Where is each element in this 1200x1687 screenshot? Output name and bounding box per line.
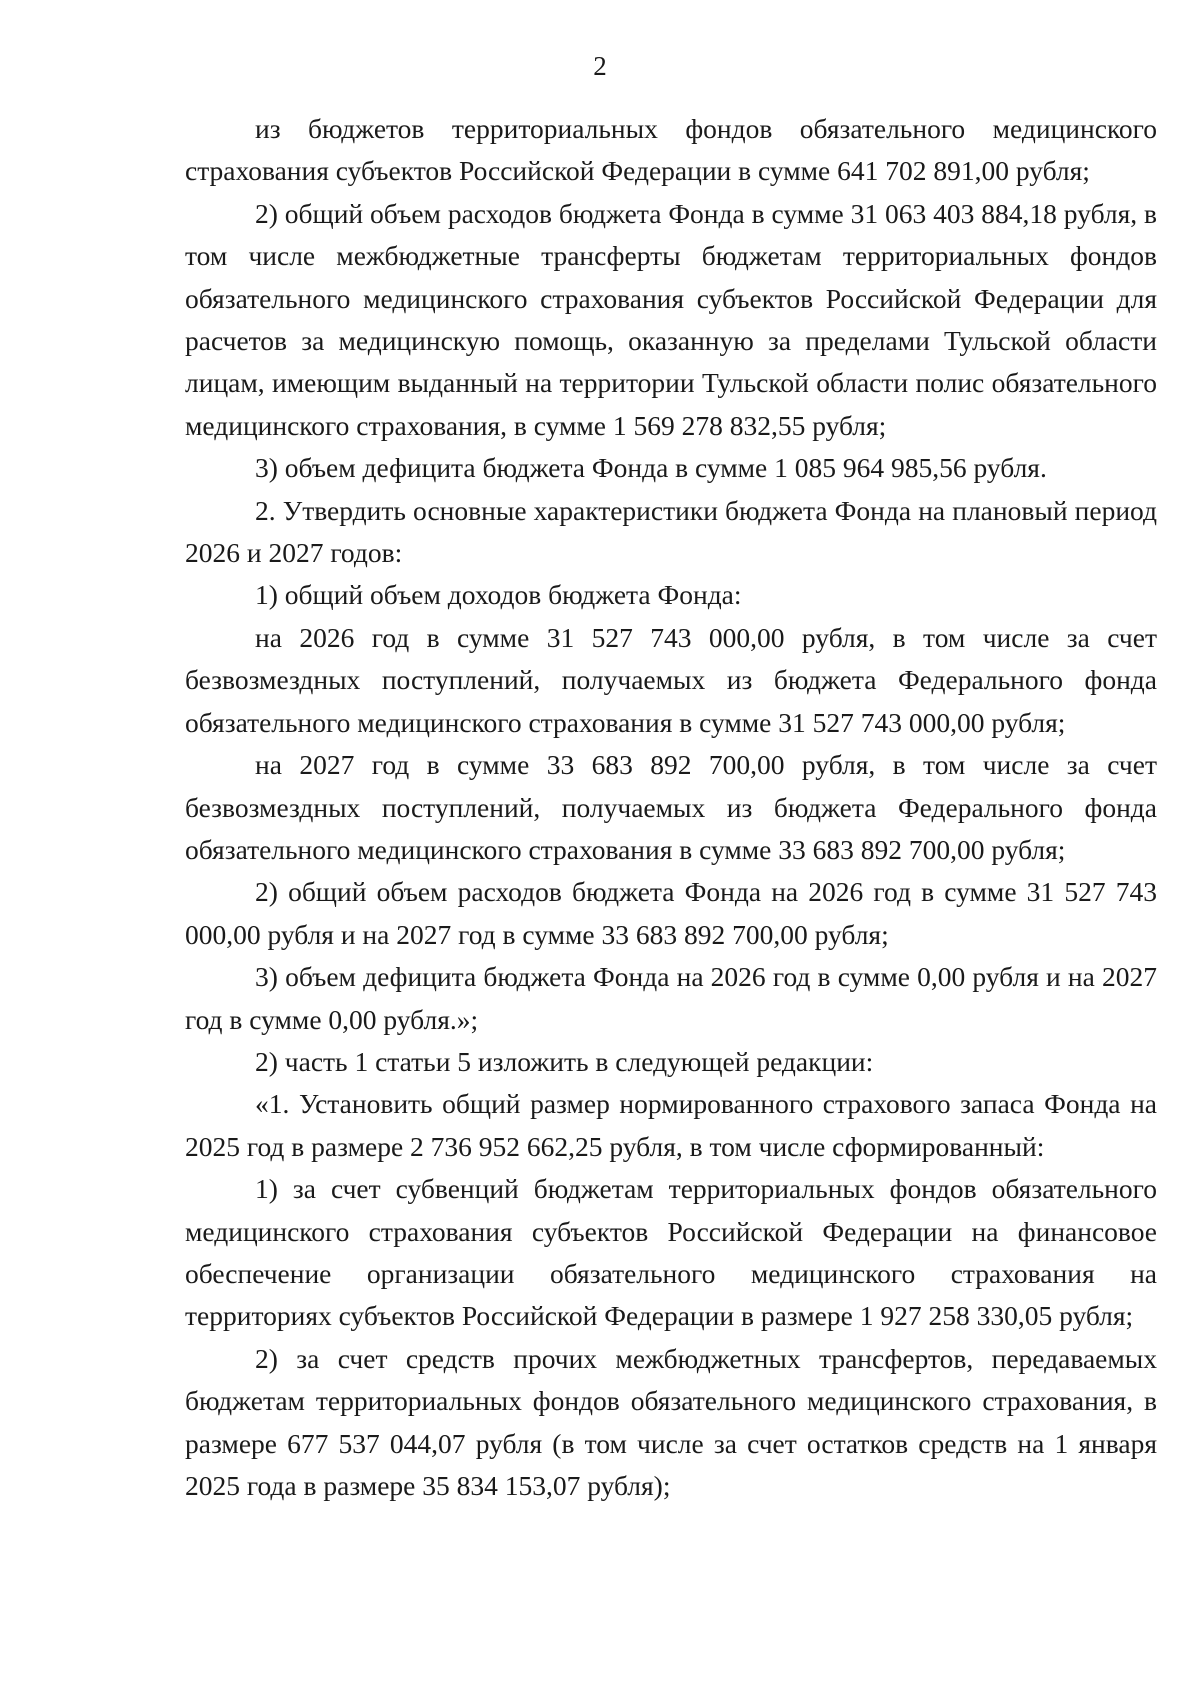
paragraph: из бюджетов территориальных фондов обязательного медицинского страхования субъектов Российской Федерации в сумме 641 702 891,00 рубля;: [185, 113, 1157, 187]
paragraph: 3) объем дефицита бюджета Фонда в сумме 1 085 964 985,56 рубля.: [255, 452, 1047, 484]
paragraph: «1. Установить общий размер нормированного страхового запаса Фонда на 2025 год в размере 2 736 952 662,25 рубля, в том числе сформированный:: [185, 1088, 1157, 1162]
paragraph: 2) общий объем расходов бюджета Фонда на 2026 год в сумме 31 527 743 000,00 рубля и на 2027 год в сумме 33 683 892 700,00 рубля;: [185, 876, 1157, 950]
paragraph: 2. Утвердить основные характеристики бюджета Фонда на плановый период 2026 и 2027 годов:: [185, 494, 1157, 569]
paragraph: 1) общий объем доходов бюджета Фонда:: [255, 579, 742, 611]
paragraph: 3) объем дефицита бюджета Фонда на 2026 год в сумме 0,00 рубля и на 2027 год в сумме 0,00 рубля.»;: [185, 961, 1157, 1035]
paragraph: 2) общий объем расходов бюджета Фонда в сумме 31 063 403 884,18 рубля, в том числе межбюджетные трансферты бюджетам территориальных фондов обязательного медицинского страхования субъектов Российской Федерации для расчетов за медицинскую помощь, оказанную за пределами Тульской области лицам, имеющим выданный на территории Тульской области полис обязательного медицинского страхования, в сумме 1 569 278 832,55 рубля;: [185, 197, 1157, 441]
page-number: 2: [593, 51, 607, 81]
paragraph: на 2026 год в сумме 31 527 743 000,00 рубля, в том числе за счет безвозмездных поступлений, получаемых из бюджета Федерального фонда обязательного медицинского страхования в сумме 31 527 743 000,00 рубля;: [185, 621, 1157, 738]
document-body: [185, 108, 1157, 1507]
paragraph: 2) часть 1 статьи 5 изложить в следующей редакции:: [255, 1045, 874, 1077]
paragraph: на 2027 год в сумме 33 683 892 700,00 рубля, в том числе за счет безвозмездных поступлений, получаемых из бюджета Федерального фонда обязательного медицинского страхования в сумме 33 683 892 700,00 рубля;: [185, 749, 1157, 865]
paragraph: 2) за счет средств прочих межбюджетных трансфертов, передаваемых бюджетам территориальных фондов обязательного медицинского страхования, в размере 677 537 044,07 рубля (в том числе за счет остатков средств на 1 января 2025 года в размере 35 834 153,07 рубля);: [185, 1342, 1157, 1501]
paragraph: 1) за счет субвенций бюджетам территориальных фондов обязательного медицинского страхования субъектов Российской Федерации на финансовое обеспечение организации обязательного медицинского страхования на территориях субъектов Российской Федерации в размере 1 927 258 330,05 рубля;: [185, 1173, 1157, 1332]
